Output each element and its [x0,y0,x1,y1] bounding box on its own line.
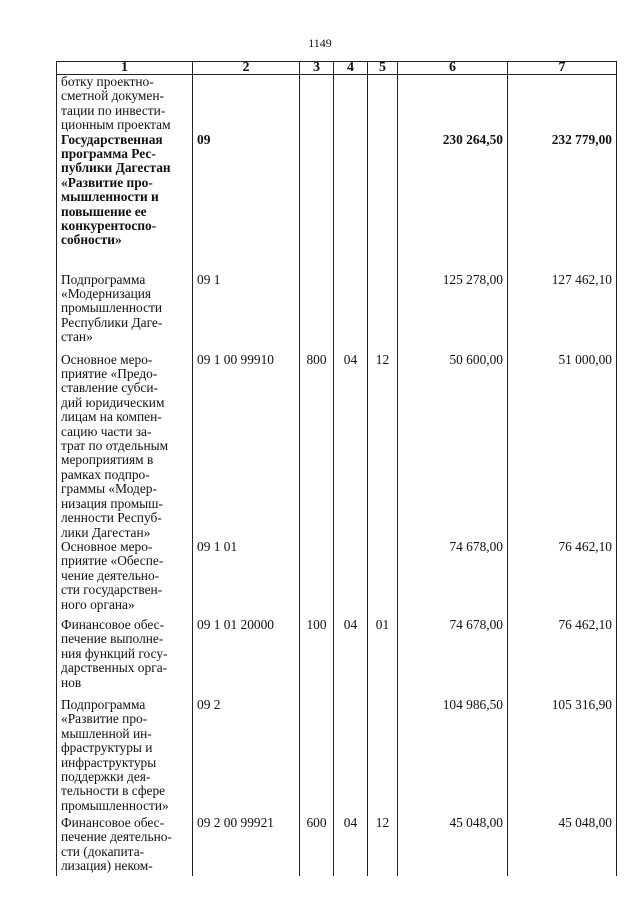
table-row [57,353,617,540]
row-col4 [334,540,368,618]
row-value-6: 74 678,00 [398,540,508,618]
row-col4 [334,698,368,816]
row-col5 [368,133,398,273]
row-value-6: 45 048,00 [398,816,508,876]
row-code: 09 2 00 99921 [193,816,300,876]
row-col4 [334,75,368,133]
table-row [57,133,617,273]
row-value-7: 232 779,00 [508,133,617,273]
row-col3 [300,698,334,816]
row-col5: 01 [368,618,398,698]
row-col5: 12 [368,353,398,540]
row-col4: 04 [334,618,368,698]
row-value-7: 127 462,10 [508,273,617,353]
column-header-7: 7 [508,62,617,75]
row-code [193,75,300,133]
row-col3 [300,133,334,273]
header-row [57,62,617,75]
row-col5: 12 [368,816,398,876]
row-value-6: 125 278,00 [398,273,508,353]
table-row [57,618,617,698]
table-row [57,273,617,353]
row-col3: 600 [300,816,334,876]
row-col3: 100 [300,618,334,698]
column-header-6: 6 [398,62,508,75]
table-row [57,75,617,133]
row-value-7: 45 048,00 [508,816,617,876]
row-name: Основное меро- приятие «Предо- ставление субси- дий юридическим лицам на компен- сацию части за- трат по отдельным мероприятиям в рамках подпро- граммы «Модер- низация промыш- ленности Респуб- лики Дагестан» [57,353,193,540]
row-code: 09 2 [193,698,300,816]
row-name: Государственная программа Рес- публики Дагестан «Развитие про- мышленности и повышение ее конкурентоспо- собности» [57,133,193,273]
row-code: 09 [193,133,300,273]
row-value-7: 76 462,10 [508,618,617,698]
row-value-7 [508,75,617,133]
page-number: 1149 [308,36,332,50]
row-value-6: 74 678,00 [398,618,508,698]
budget-table [56,61,617,876]
table-row [57,698,617,816]
row-value-6: 104 986,50 [398,698,508,816]
row-col4: 04 [334,816,368,876]
row-name: Подпрограмма «Развитие про- мышленной ин- фраструктуры и инфраструктуры поддержки дея- тельности в сфере промышленности» [57,698,193,816]
row-col4: 04 [334,353,368,540]
row-name: ботку проектно- сметной докумен- тации по инвести- ционным проектам [57,75,193,133]
table-row [57,540,617,618]
column-header-3: 3 [300,62,334,75]
row-name: Финансовое обес- печение выполне- ния функций госу- дарственных орга- нов [57,618,193,698]
row-name: Основное меро- приятие «Обеспе- чение деятельно- сти государствен- ного органа» [57,540,193,618]
column-header-5: 5 [368,62,398,75]
row-value-6: 50 600,00 [398,353,508,540]
row-code: 09 1 01 [193,540,300,618]
row-col5 [368,273,398,353]
table-row [57,816,617,876]
row-col3 [300,273,334,353]
row-value-7: 51 000,00 [508,353,617,540]
row-col4 [334,133,368,273]
row-col5 [368,698,398,816]
row-name: Подпрограмма «Модернизация промышленности Республики Даге- стан» [57,273,193,353]
column-header-4: 4 [334,62,368,75]
row-value-6: 230 264,50 [398,133,508,273]
row-col5 [368,75,398,133]
row-col3 [300,540,334,618]
row-name: Финансовое обес- печение деятельно- сти (докапита- лизация) неком- [57,816,193,876]
row-value-7: 76 462,10 [508,540,617,618]
row-col3: 800 [300,353,334,540]
row-value-7: 105 316,90 [508,698,617,816]
row-col4 [334,273,368,353]
row-code: 09 1 00 99910 [193,353,300,540]
row-value-6 [398,75,508,133]
column-header-1: 1 [57,62,193,75]
row-code: 09 1 [193,273,300,353]
row-code: 09 1 01 20000 [193,618,300,698]
column-header-2: 2 [193,62,300,75]
row-col5 [368,540,398,618]
row-col3 [300,75,334,133]
